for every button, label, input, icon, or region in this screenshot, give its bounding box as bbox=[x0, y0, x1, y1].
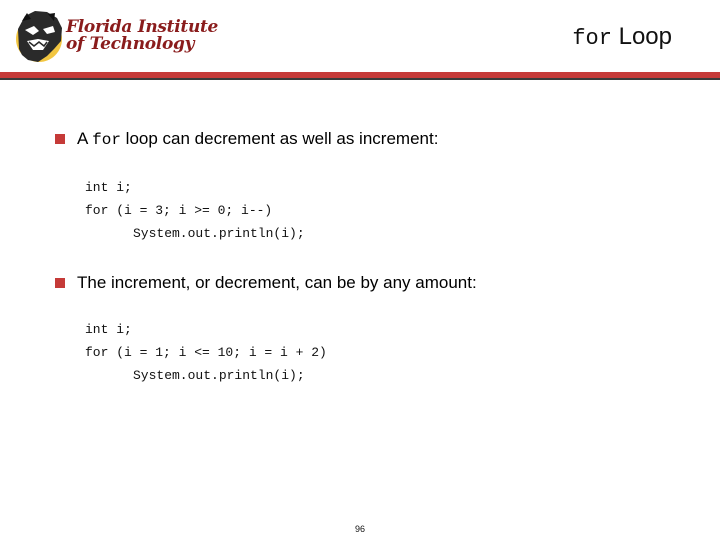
bullet-prefix: A bbox=[77, 129, 93, 148]
bullet-inline-code: for bbox=[92, 131, 121, 149]
code-line-for-header: for (i = 3; i >= 0; i--) bbox=[85, 203, 273, 218]
bullet-suffix: loop can decrement as well as increment: bbox=[120, 129, 439, 148]
logo-text-line-2: of Technology bbox=[66, 34, 195, 54]
slide-title bbox=[572, 22, 672, 54]
square-bullet-icon bbox=[55, 278, 65, 288]
logo-text-line-1: Florida Institute bbox=[66, 17, 219, 37]
header-dark-rule bbox=[0, 78, 720, 80]
code-line-loop-body: System.out.println(i); bbox=[133, 226, 305, 241]
page-number: 96 bbox=[354, 524, 365, 534]
code-line-loop-body: System.out.println(i); bbox=[133, 368, 305, 383]
slide-title-text: Loop bbox=[618, 23, 672, 50]
slide-header bbox=[0, 0, 720, 80]
square-bullet-icon bbox=[55, 134, 65, 144]
institution-logo bbox=[12, 6, 219, 68]
code-line-declaration: int i; bbox=[85, 322, 132, 337]
slide-title-keyword: for bbox=[572, 26, 612, 51]
bullet-text bbox=[77, 128, 438, 151]
panther-head-icon bbox=[12, 6, 68, 64]
code-line-for-header: for (i = 1; i <= 10; i = i + 2) bbox=[85, 345, 327, 360]
code-line-declaration: int i; bbox=[85, 180, 132, 195]
bullet-text: The increment, or decrement, can be by any amount: bbox=[77, 273, 477, 292]
